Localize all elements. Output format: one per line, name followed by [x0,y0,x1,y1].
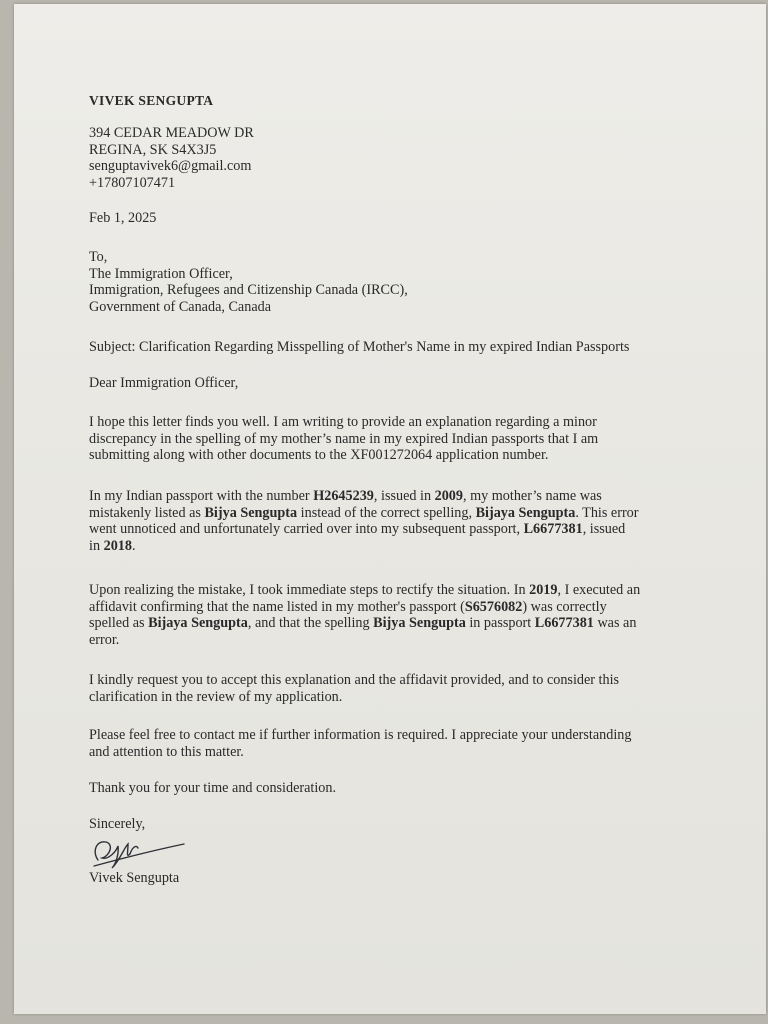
passport-number: L6677381 [534,615,594,631]
correct-name: Bijaya Sengupta [148,615,248,631]
closing: Sincerely, [89,816,146,832]
paragraph-line: I kindly request you to accept this explanation and the affidavit provided, and to consider this [89,672,620,688]
recipient-line-1: The Immigration Officer, [89,265,233,282]
paragraph-line: and attention to this matter. [89,743,244,760]
paragraph-3 [89,582,689,648]
greeting: Dear Immigration Officer, [89,375,239,391]
paragraph-line: Please feel free to contact me if further information is required. I appreciate your understanding [89,727,632,743]
paragraph-line: spelled as Bijaya Sengupta, and that the spelling Bijya Sengupta in passport L6677381 was an [89,615,637,631]
issue-year: 2009 [434,488,463,504]
paragraph-6: Thank you for your time and consideration. [89,780,337,796]
affidavit-year: 2019 [529,582,558,598]
recipient-line-3: Government of Canada, Canada [89,298,272,315]
passport-number: L6677381 [523,521,583,537]
paragraph-5 [89,727,679,760]
sender-address-block [89,125,254,191]
misspelled-name: Bijya Sengupta [373,615,466,631]
paragraph-line: mistakenly listed as Bijya Sengupta instead of the correct spelling, Bijaya Sengupta. This error [89,504,639,521]
letter-date: Feb 1, 2025 [89,210,157,226]
address-line-1: 394 CEDAR MEADOW DR [89,125,254,141]
recipient-line-2: Immigration, Refugees and Citizenship Canada (IRCC), [89,282,408,298]
subject-line: Subject: Clarification Regarding Misspelling of Mother's Name in my expired Indian Passports [89,339,630,355]
sender-name: VIVEK SENGUPTA [89,93,214,108]
sender-phone: +17807107471 [89,174,176,191]
paragraph-1 [89,414,681,464]
paragraph-line: error. [89,631,120,648]
letter-page [14,4,766,1014]
paragraph-line: In my Indian passport with the number H2645239, issued in 2009, my mother’s name was [89,488,602,504]
paragraph-line: Upon realizing the mistake, I took immediate steps to rectify the situation. In 2019, I executed an [89,582,641,598]
paragraph-line: discrepancy in the spelling of my mother’s name in my expired Indian passports that I am [89,430,599,447]
passport-number: H2645239 [313,488,374,504]
paragraph-line: went unnoticed and unfortunately carried over into my subsequent passport, L6677381, issued [89,521,626,537]
recipient-block [89,249,408,315]
paragraph-line: clarification in the review of my application. [89,688,343,705]
signatory-name: Vivek Sengupta [89,870,180,886]
recipient-to: To, [89,249,108,265]
handwritten-signature [86,830,186,874]
paragraph-line: in 2018. [89,537,136,554]
mother-passport-number: S6576082 [464,598,523,615]
misspelled-name: Bijya Sengupta [204,504,298,521]
paragraph-line: affidavit confirming that the name listed in my mother's passport (S6576082) was correctly [89,598,607,615]
paragraph-2 [89,488,681,554]
correct-name: Bijaya Sengupta [475,504,576,521]
paragraph-line: I hope this letter finds you well. I am writing to provide an explanation regarding a minor [89,414,597,430]
issue-year: 2018 [103,537,132,554]
sender-email: senguptavivek6@gmail.com [89,158,252,174]
address-line-2: REGINA, SK S4X3J5 [89,141,217,158]
paragraph-4 [89,672,679,705]
paragraph-line: submitting along with other documents to the XF001272064 application number. [89,447,549,463]
